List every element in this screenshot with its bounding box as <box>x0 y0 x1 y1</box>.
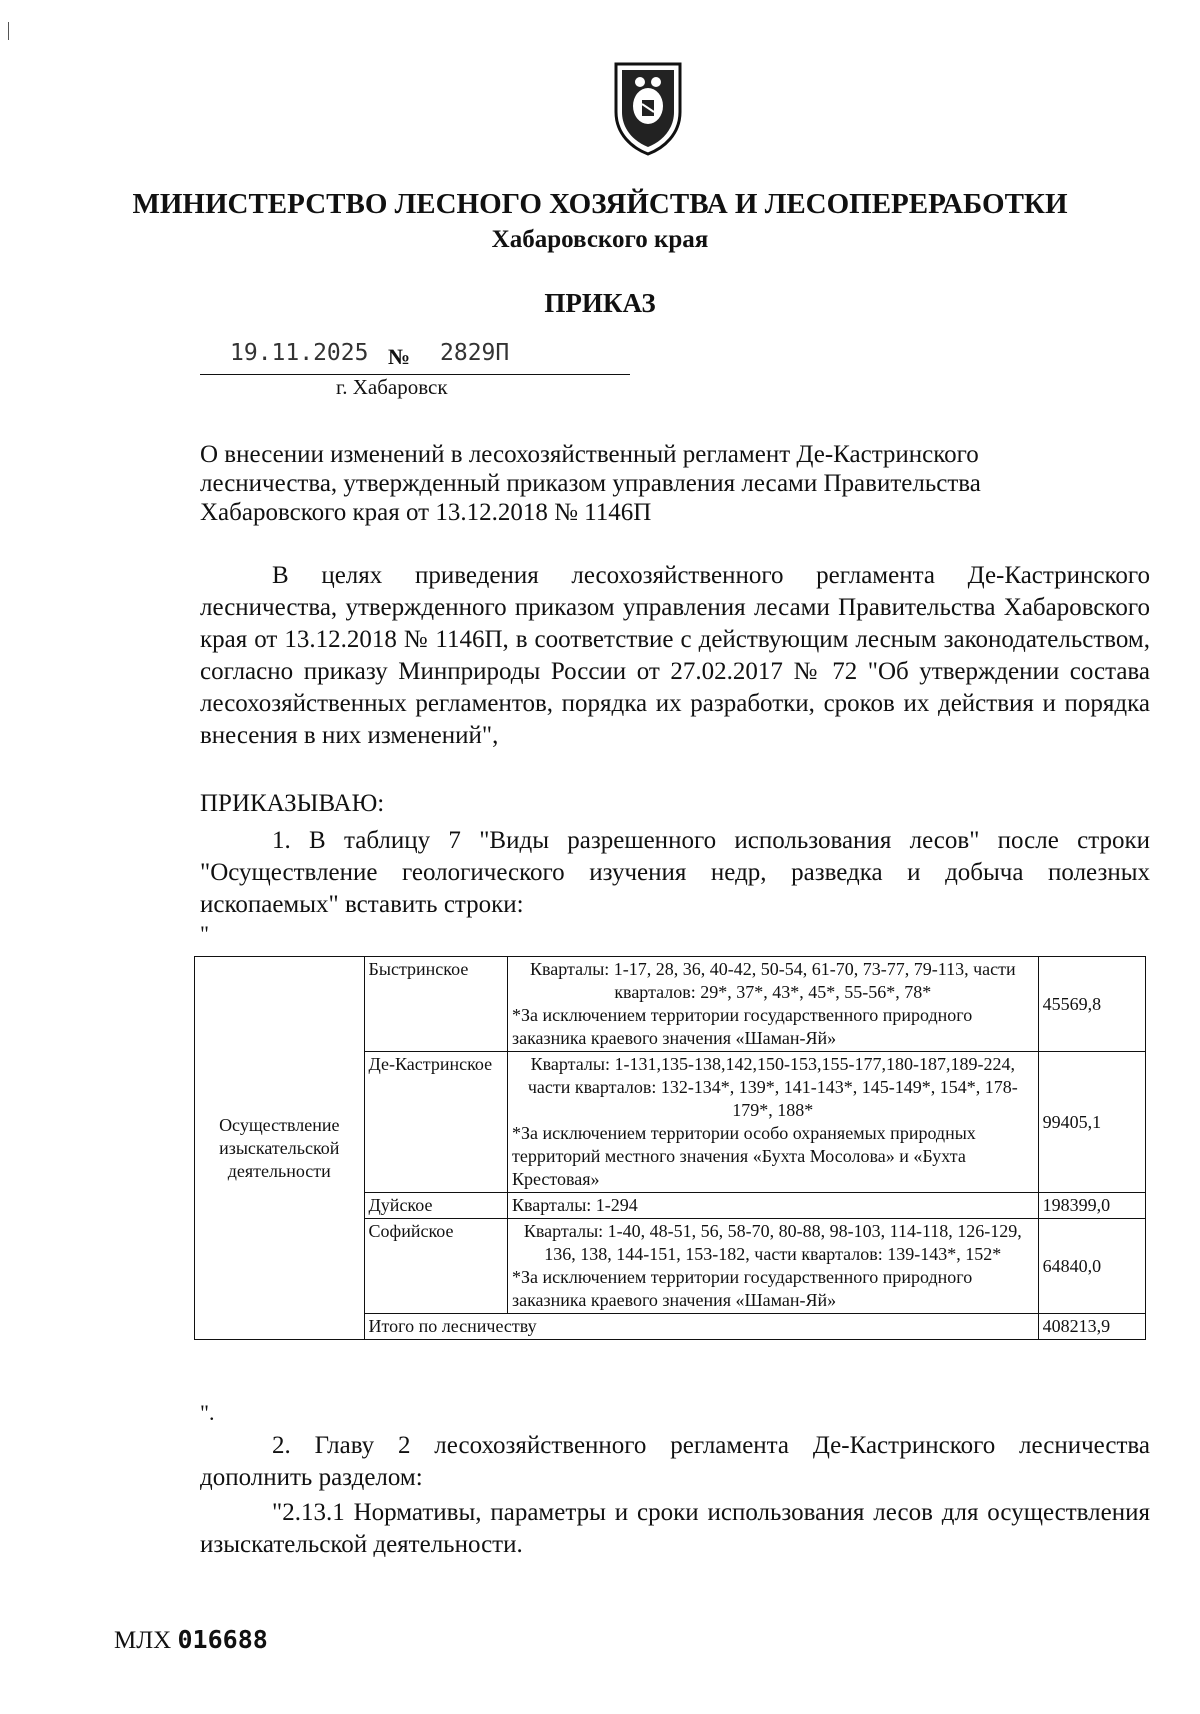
activity-cell: Осуществление изыскательской деятельности <box>195 957 365 1340</box>
region-name: Хабаровского края <box>491 226 709 253</box>
order-word: ПРИКАЗЫВАЮ: <box>200 790 385 817</box>
form-series: МЛХ <box>114 1627 172 1654</box>
subject-line: Хабаровского края от 13.12.2018 № 1146П <box>200 499 652 526</box>
exclusion-note: *За исключением территории государственного природного заказника краевого значения «Шаман-Яй» <box>511 1005 973 1048</box>
document-number: 2829П <box>440 340 510 366</box>
total-label-cell: Итого по лесничеству <box>364 1314 1038 1340</box>
document-subject <box>200 440 1150 527</box>
document-date: 19.11.2025 <box>230 340 369 366</box>
date-number-line <box>200 340 630 380</box>
item-2-paragraph: 2. Главу 2 лесохозяйственного регламента Де-Кастринского лесничества дополнить разделом: <box>200 1432 1150 1491</box>
quarters-cell <box>507 957 1038 1052</box>
subject-line: О внесении изменений в лесохозяйственный регламент Де-Кастринского <box>200 441 979 468</box>
quarters-text: Кварталы: 1-131,135-138,142,150-153,155-177,180-187,189-224, части кварталов: 132-134*, 139*, 141-143*, 145-149*, 154*, 178-179*, 188* <box>527 1054 1018 1120</box>
subject-line: лесничества, утвержденный приказом управления лесами Правительства <box>200 470 981 497</box>
coat-of-arms-emblem-icon <box>608 60 688 156</box>
quarters-text: Кварталы: 1-40, 48-51, 56, 58-70, 80-88, 98-103, 114-118, 126-129, 136, 138, 144-151, 153-182, части кварталов: 139-143*, 152* <box>523 1221 1022 1264</box>
forestry-cell: Софийское <box>364 1219 507 1314</box>
number-label: № <box>388 344 411 369</box>
area-cell: 64840,0 <box>1038 1219 1145 1314</box>
section-2-13-1-paragraph: "2.13.1 Нормативы, параметры и сроки использования лесов для осуществления изыскательской деятельности. <box>200 1499 1150 1558</box>
ministry-name: МИНИСТЕРСТВО ЛЕСНОГО ХОЗЯЙСТВА И ЛЕСОПЕРЕРАБОТКИ <box>132 188 1068 220</box>
forest-use-table <box>194 956 1146 1340</box>
quarters-cell <box>507 1193 1038 1219</box>
scan-mark <box>8 22 9 40</box>
forestry-cell: Дуйское <box>364 1193 507 1219</box>
document-type: ПРИКАЗ <box>544 288 656 318</box>
closing-quote: ". <box>200 1400 215 1425</box>
preamble-paragraph: В целях приведения лесохозяйственного регламента Де-Кастринского лесничества, утвержденного приказом управления лесами Правительства Хабаровского края от 13.12.2018 № 1146П, в соответствие с действующим лесным законодательством, согласно приказу Минприроды России от 27.02.2017 № 72 "Об утверждении состава лесохозяйственных регламентов, порядка их разработки, сроков их действия и порядка внесения в них изменений", <box>200 562 1150 749</box>
opening-quote: " <box>200 921 209 946</box>
exclusion-note: *За исключением территории особо охраняемых природных территорий местного значения «Бухта Мосолова» и «Бухта Крестовая» <box>511 1123 976 1189</box>
quarters-text: Кварталы: 1-17, 28, 36, 40-42, 50-54, 61-70, 73-77, 79-113, части кварталов: 29*, 37*, 43*, 45*, 55-56*, 78* <box>529 959 1016 1002</box>
forestry-cell: Быстринское <box>364 957 507 1052</box>
item-1-paragraph: 1. В таблицу 7 "Виды разрешенного использования лесов" после строки "Осуществление геологического изучения недр, разведка и добыча полезных ископаемых" вставить строки: <box>200 827 1150 918</box>
area-cell: 198399,0 <box>1038 1193 1145 1219</box>
quarters-text: Кварталы: 1-294 <box>511 1195 638 1215</box>
quarters-cell <box>507 1219 1038 1314</box>
table-row <box>195 957 1146 1052</box>
form-serial-number: 016688 <box>177 1625 268 1654</box>
quarters-cell <box>507 1052 1038 1193</box>
city: г. Хабаровск <box>336 375 448 399</box>
form-serial <box>114 1625 268 1655</box>
total-area-cell: 408213,9 <box>1038 1314 1145 1340</box>
exclusion-note: *За исключением территории государственного природного заказника краевого значения «Шаман-Яй» <box>511 1267 973 1310</box>
area-cell: 99405,1 <box>1038 1052 1145 1193</box>
area-cell: 45569,8 <box>1038 957 1145 1052</box>
forestry-cell: Де-Кастринское <box>364 1052 507 1193</box>
